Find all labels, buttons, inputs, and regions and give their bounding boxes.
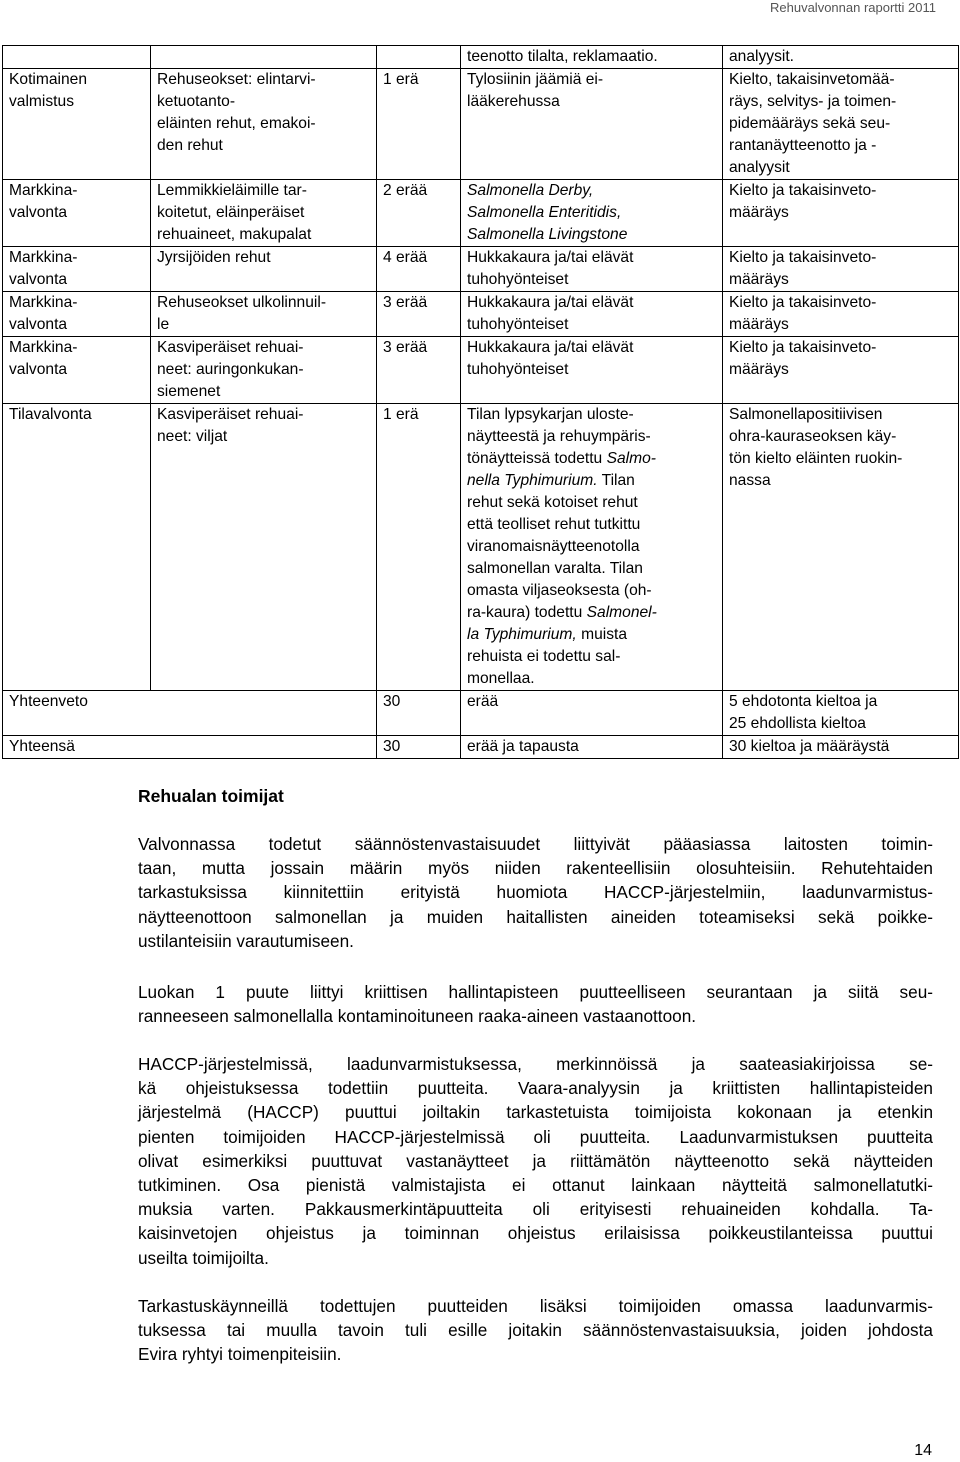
summary-action: 25 ehdollista kieltoa xyxy=(729,715,866,732)
action-text: Kielto ja takaisinveto- xyxy=(729,182,877,199)
finding-cell xyxy=(461,46,723,69)
count-cell xyxy=(377,180,461,247)
summary-unit: erää ja tapausta xyxy=(467,738,579,755)
target-text: ketuotanto- xyxy=(157,93,236,110)
action-text: määräys xyxy=(729,204,789,221)
target-text: koitetut, eläinperäiset xyxy=(157,204,305,221)
findings-table xyxy=(2,45,959,759)
control-type-cell xyxy=(3,404,151,691)
action-cell xyxy=(723,247,959,292)
section-title: Rehualan toimijat xyxy=(138,786,284,806)
finding-cell xyxy=(461,247,723,292)
control-type-text: Markkina- xyxy=(9,182,78,199)
count-cell xyxy=(377,404,461,691)
paragraph-line: Valvonnassa todetut säännöstenvastaisuudet liittyivät pääasiassa laitosten toimin- xyxy=(138,834,933,854)
target-text: den rehut xyxy=(157,137,223,154)
paragraph-line: järjestelmä (HACCP) puuttui joiltakin tarkastetuista toimijoista kokonaan ja etenkin xyxy=(138,1102,933,1123)
finding-text: että teolliset rehut tutkittu xyxy=(467,516,641,533)
summary-label-cell xyxy=(3,691,377,736)
action-cell xyxy=(723,292,959,337)
paragraph-line: Tarkastuskäynneillä todettujen puutteiden lisäksi toimijoiden omassa laadunvarmis- xyxy=(138,1296,933,1316)
paragraph xyxy=(138,980,933,1028)
target-text: Rehuseokset ulkolinnuil- xyxy=(157,294,327,311)
control-type-cell xyxy=(3,69,151,180)
action-text: Kielto ja takaisinveto- xyxy=(729,294,877,311)
paragraph-line: tarkastuksissa kiinnitettiin erityistä huomiota HACCP-järjestelmiin, laadunvarmistus- xyxy=(138,882,933,903)
paragraph xyxy=(138,1294,933,1367)
finding-cell xyxy=(461,337,723,404)
count-text: 2 erää xyxy=(383,182,428,199)
page-header: Rehuvalvonnan raportti 2011 xyxy=(770,0,936,15)
count-cell xyxy=(377,292,461,337)
target-text: le xyxy=(157,316,170,333)
paragraph-line: Evira ryhtyi toimenpiteisiin. xyxy=(138,1344,342,1365)
finding-text: rehut sekä kotoiset rehut xyxy=(467,494,638,511)
table-row xyxy=(3,292,959,337)
paragraph-line: HACCP-järjestelmissä, laadunvarmistuksessa, merkinnöissä ja saateasiakirjoissa se- xyxy=(138,1054,933,1074)
action-text: ohra-kauraseoksen käy- xyxy=(729,428,897,445)
action-text: nassa xyxy=(729,472,771,489)
control-type-text: valvonta xyxy=(9,361,68,378)
finding-text: rehuista ei todettu sal- xyxy=(467,648,621,665)
summary-unit: erää xyxy=(467,693,499,710)
action-text: Salmonellapositiivisen xyxy=(729,406,883,423)
finding-text: tuhohyönteiset xyxy=(467,271,569,288)
table-row xyxy=(3,46,959,69)
summary-unit-cell xyxy=(461,691,723,736)
control-type-text: Kotimainen xyxy=(9,71,88,88)
finding-text: salmonellan varalta. Tilan xyxy=(467,560,643,577)
target-cell xyxy=(151,292,377,337)
action-text: määräys xyxy=(729,361,789,378)
finding-text: Salmonella Livingstone xyxy=(467,226,628,243)
paragraph-line: näytteenottoon salmonellan ja muiden haitallisten aineiden toteamiseksi sekä poikke- xyxy=(138,906,933,927)
target-text: eläinten rehut, emakoi- xyxy=(157,115,316,132)
finding-text: Salmonella Enteritidis, xyxy=(467,204,622,221)
summary-label: Yhteenveto xyxy=(9,693,88,710)
control-type-text: valmistus xyxy=(9,93,74,110)
finding-text: Hukkakaura ja/tai elävät xyxy=(467,249,634,266)
summary-action-cell xyxy=(723,736,959,759)
target-text: Kasviperäiset rehuai- xyxy=(157,406,304,423)
summary-count-cell xyxy=(377,736,461,759)
count-text: 1 erä xyxy=(383,406,419,423)
summary-action-cell xyxy=(723,691,959,736)
target-text: neet: viljat xyxy=(157,428,228,445)
action-cell xyxy=(723,46,959,69)
target-text: Rehuseokset: elintarvi- xyxy=(157,71,316,88)
count-text: 4 erää xyxy=(383,249,428,266)
target-cell xyxy=(151,337,377,404)
control-type-text: Markkina- xyxy=(9,339,78,356)
control-type-text: valvonta xyxy=(9,316,68,333)
paragraph-line: olivat esimerkiksi puuttuvat vastanäytteet ja riittämätön näytteenotto sekä näytteiden xyxy=(138,1150,933,1171)
control-type-cell xyxy=(3,292,151,337)
table-row xyxy=(3,180,959,247)
finding-text: lääkerehussa xyxy=(467,93,560,110)
finding-text: monellaa. xyxy=(467,670,535,687)
finding-text: ra-kaura) todettu Salmonel- xyxy=(467,604,657,621)
finding-text: Hukkakaura ja/tai elävät xyxy=(467,294,634,311)
action-cell xyxy=(723,404,959,691)
control-type-cell xyxy=(3,46,151,69)
paragraph-line: ranneeseen salmonellalla kontaminoituneen raaka-aineen vastaanottoon. xyxy=(138,1006,697,1027)
summary-action: 30 kieltoa ja määräystä xyxy=(729,738,890,755)
paragraph-line: pienten toimijoiden HACCP-järjestelmissä oli puutteita. Laadunvarmistuksen puutteita xyxy=(138,1126,933,1147)
finding-text: viranomaisnäytteenotolla xyxy=(467,538,640,555)
action-text: Kielto ja takaisinveto- xyxy=(729,339,877,356)
finding-text: la Typhimurium, muista xyxy=(467,626,628,643)
action-text: Kielto ja takaisinveto- xyxy=(729,249,877,266)
target-cell xyxy=(151,180,377,247)
action-cell xyxy=(723,69,959,180)
target-text: Lemmikkieläimille tar- xyxy=(157,182,307,199)
table-row xyxy=(3,404,959,691)
paragraph-line: kä ohjeistuksessa todettiin puutteita. Vaara-analyysin ja kriittisten hallintapisteiden xyxy=(138,1078,933,1099)
paragraph-line: kaisinvetojen ohjeistus ja toiminnan ohjeistus erilaisissa poikkeustilanteissa puuttui xyxy=(138,1223,933,1244)
summary-count: 30 xyxy=(383,738,401,755)
action-cell xyxy=(723,180,959,247)
finding-text: nella Typhimurium. Tilan xyxy=(467,472,635,489)
paragraph-line: ustilanteisiin varautumiseen. xyxy=(138,930,354,951)
target-text: siemenet xyxy=(157,383,221,400)
action-text: analyysit. xyxy=(729,48,795,65)
target-text: rehuaineet, makupalat xyxy=(157,226,312,243)
count-text: 3 erää xyxy=(383,339,428,356)
summary-unit-cell xyxy=(461,736,723,759)
paragraph-line: muksia varten. Pakkausmerkintäpuutteita oli erityisesti rehuaineiden kohdalla. Ta- xyxy=(138,1199,933,1220)
control-type-cell xyxy=(3,180,151,247)
paragraph-line: tutkiminen. Osa pienistä valmistajista ei ottanut lainkaan näytteitä salmonellatutki- xyxy=(138,1175,933,1196)
action-cell xyxy=(723,337,959,404)
paragraph-line: tuksessa tai muulla tavoin tuli esille joitakin säännöstenvastaisuuksia, joiden johdosta xyxy=(138,1320,933,1341)
finding-text: tuhohyönteiset xyxy=(467,361,569,378)
summary-label-cell xyxy=(3,736,377,759)
table-row xyxy=(3,69,959,180)
finding-text: tuhohyönteiset xyxy=(467,316,569,333)
control-type-text: Markkina- xyxy=(9,249,78,266)
count-cell xyxy=(377,46,461,69)
target-text: neet: auringonkukan- xyxy=(157,361,304,378)
control-type-text: Tilavalvonta xyxy=(9,406,92,423)
table-row xyxy=(3,247,959,292)
control-type-text: Markkina- xyxy=(9,294,78,311)
finding-cell xyxy=(461,180,723,247)
finding-cell xyxy=(461,292,723,337)
action-text: analyysit xyxy=(729,159,790,176)
target-text: Jyrsijöiden rehut xyxy=(157,249,271,266)
page-number: 14 xyxy=(914,1442,932,1459)
count-cell xyxy=(377,337,461,404)
paragraph xyxy=(138,832,933,953)
paragraph xyxy=(138,1052,933,1270)
finding-cell xyxy=(461,404,723,691)
paragraph-line: useilta toimijoilta. xyxy=(138,1247,269,1268)
count-text: 3 erää xyxy=(383,294,428,311)
finding-text: teenotto tilalta, reklamaatio. xyxy=(467,48,658,65)
table-row xyxy=(3,337,959,404)
target-cell xyxy=(151,247,377,292)
finding-text: Salmonella Derby, xyxy=(467,182,594,199)
summary-label: Yhteensä xyxy=(9,738,75,755)
finding-text: näytteestä ja rehuympäris- xyxy=(467,428,651,445)
finding-text: omasta viljaseoksesta (oh- xyxy=(467,582,652,599)
action-text: pidemääräys sekä seu- xyxy=(729,115,891,132)
control-type-text: valvonta xyxy=(9,204,68,221)
paragraph-line: taan, mutta jossain määrin myös niiden rakenteellisiin olosuhteisiin. Rehutehtaiden xyxy=(138,858,933,879)
finding-text: Tylosiinin jäämiä ei- xyxy=(467,71,604,88)
finding-cell xyxy=(461,69,723,180)
paragraph-line: Luokan 1 puute liittyi kriittisen hallintapisteen puutteelliseen seurantaan ja siitä seu- xyxy=(138,982,933,1002)
summary-count: 30 xyxy=(383,693,401,710)
control-type-text: valvonta xyxy=(9,271,68,288)
action-text: määräys xyxy=(729,271,789,288)
control-type-cell xyxy=(3,247,151,292)
summary-count-cell xyxy=(377,691,461,736)
count-text: 1 erä xyxy=(383,71,419,88)
summary-action: 5 ehdotonta kieltoa ja xyxy=(729,693,878,710)
finding-text: tönäytteissä todettu Salmo- xyxy=(467,450,656,467)
finding-text: Hukkakaura ja/tai elävät xyxy=(467,339,634,356)
action-text: määräys xyxy=(729,316,789,333)
summary-row xyxy=(3,691,959,736)
target-cell xyxy=(151,69,377,180)
target-text: Kasviperäiset rehuai- xyxy=(157,339,304,356)
summary-row xyxy=(3,736,959,759)
action-text: rantanäytteenotto ja - xyxy=(729,137,877,154)
action-text: räys, selvitys- ja toimen- xyxy=(729,93,897,110)
control-type-cell xyxy=(3,337,151,404)
action-text: tön kielto eläinten ruokin- xyxy=(729,450,903,467)
target-cell xyxy=(151,46,377,69)
finding-text: Tilan lypsykarjan uloste- xyxy=(467,406,634,423)
count-cell xyxy=(377,247,461,292)
count-cell xyxy=(377,69,461,180)
action-text: Kielto, takaisinvetomää- xyxy=(729,71,895,88)
target-cell xyxy=(151,404,377,691)
